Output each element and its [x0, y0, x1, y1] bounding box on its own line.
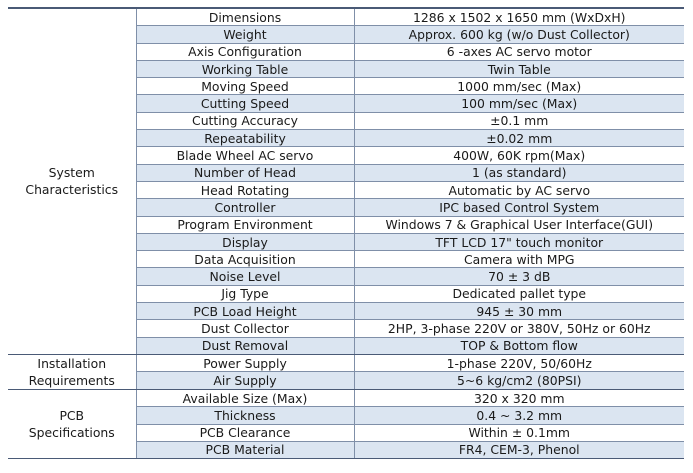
spec-item-value: ±0.02 mm — [354, 130, 684, 147]
spec-item-value: 5~6 kg/cm2 (80PSI) — [354, 372, 684, 390]
spec-item-value: TOP & Bottom flow — [354, 337, 684, 354]
spec-item-value: TFT LCD 17" touch monitor — [354, 233, 684, 250]
spec-item-label: Head Rotating — [136, 181, 354, 198]
spec-item-label: Dimensions — [136, 8, 354, 26]
spec-item-value: Within ± 0.1mm — [354, 424, 684, 441]
spec-item-label: Axis Configuration — [136, 43, 354, 60]
spec-table-body — [8, 8, 684, 459]
spec-item-label: PCB Material — [136, 441, 354, 458]
spec-item-value: FR4, CEM-3, Phenol — [354, 441, 684, 458]
spec-item-value: 70 ± 3 dB — [354, 268, 684, 285]
category-label-line: System — [48, 165, 95, 181]
spec-item-value: Windows 7 & Graphical User Interface(GUI) — [354, 216, 684, 233]
spec-item-value: 0.4 ~ 3.2 mm — [354, 407, 684, 424]
spec-item-value: Automatic by AC servo — [354, 181, 684, 198]
category-label-line: Installation — [37, 355, 107, 371]
spec-item-value: 1 (as standard) — [354, 164, 684, 181]
spec-item-value: IPC based Control System — [354, 199, 684, 216]
spec-item-label: Available Size (Max) — [136, 389, 354, 406]
table-row — [8, 354, 684, 372]
spec-item-label: Dust Removal — [136, 337, 354, 354]
spec-item-label: Noise Level — [136, 268, 354, 285]
category-cell — [8, 354, 136, 389]
spec-item-value: 945 ± 30 mm — [354, 303, 684, 320]
category-label-line: PCB — [59, 408, 85, 424]
spec-item-label: Working Table — [136, 60, 354, 77]
spec-item-value: 1-phase 220V, 50/60Hz — [354, 354, 684, 372]
spec-item-label: Power Supply — [136, 354, 354, 372]
spec-item-label: Data Acquisition — [136, 251, 354, 268]
category-cell — [8, 389, 136, 458]
spec-item-value: Dedicated pallet type — [354, 285, 684, 302]
spec-item-value: 1286 x 1502 x 1650 mm (WxDxH) — [354, 8, 684, 26]
spec-item-label: Display — [136, 233, 354, 250]
spec-item-label: Jig Type — [136, 285, 354, 302]
category-label-line: Requirements — [28, 372, 115, 388]
category-label-line: Characteristics — [25, 182, 119, 198]
spec-item-label: Blade Wheel AC servo — [136, 147, 354, 164]
spec-item-label: Number of Head — [136, 164, 354, 181]
spec-item-value: Camera with MPG — [354, 251, 684, 268]
category-cell — [8, 8, 136, 354]
spec-item-label: Repeatability — [136, 130, 354, 147]
spec-item-value: 1000 mm/sec (Max) — [354, 78, 684, 95]
category-label-line: Specifications — [28, 425, 115, 441]
spec-item-value: 320 x 320 mm — [354, 389, 684, 406]
table-row — [8, 8, 684, 26]
spec-item-label: Program Environment — [136, 216, 354, 233]
spec-item-label: Thickness — [136, 407, 354, 424]
table-row — [8, 389, 684, 406]
spec-item-label: Cutting Speed — [136, 95, 354, 112]
spec-item-label: Weight — [136, 26, 354, 43]
spec-item-label: Dust Collector — [136, 320, 354, 337]
spec-table — [8, 7, 684, 459]
spec-item-value: 100 mm/sec (Max) — [354, 95, 684, 112]
spec-item-value: 6 -axes AC servo motor — [354, 43, 684, 60]
spec-item-value: Twin Table — [354, 60, 684, 77]
spec-item-value: 2HP, 3-phase 220V or 380V, 50Hz or 60Hz — [354, 320, 684, 337]
spec-item-value: 400W, 60K rpm(Max) — [354, 147, 684, 164]
spec-item-value: Approx. 600 kg (w/o Dust Collector) — [354, 26, 684, 43]
spec-item-label: Air Supply — [136, 372, 354, 390]
spec-item-label: Controller — [136, 199, 354, 216]
spec-item-label: PCB Load Height — [136, 303, 354, 320]
spec-item-value: ±0.1 mm — [354, 112, 684, 129]
spec-item-label: PCB Clearance — [136, 424, 354, 441]
spec-item-label: Cutting Accuracy — [136, 112, 354, 129]
spec-item-label: Moving Speed — [136, 78, 354, 95]
